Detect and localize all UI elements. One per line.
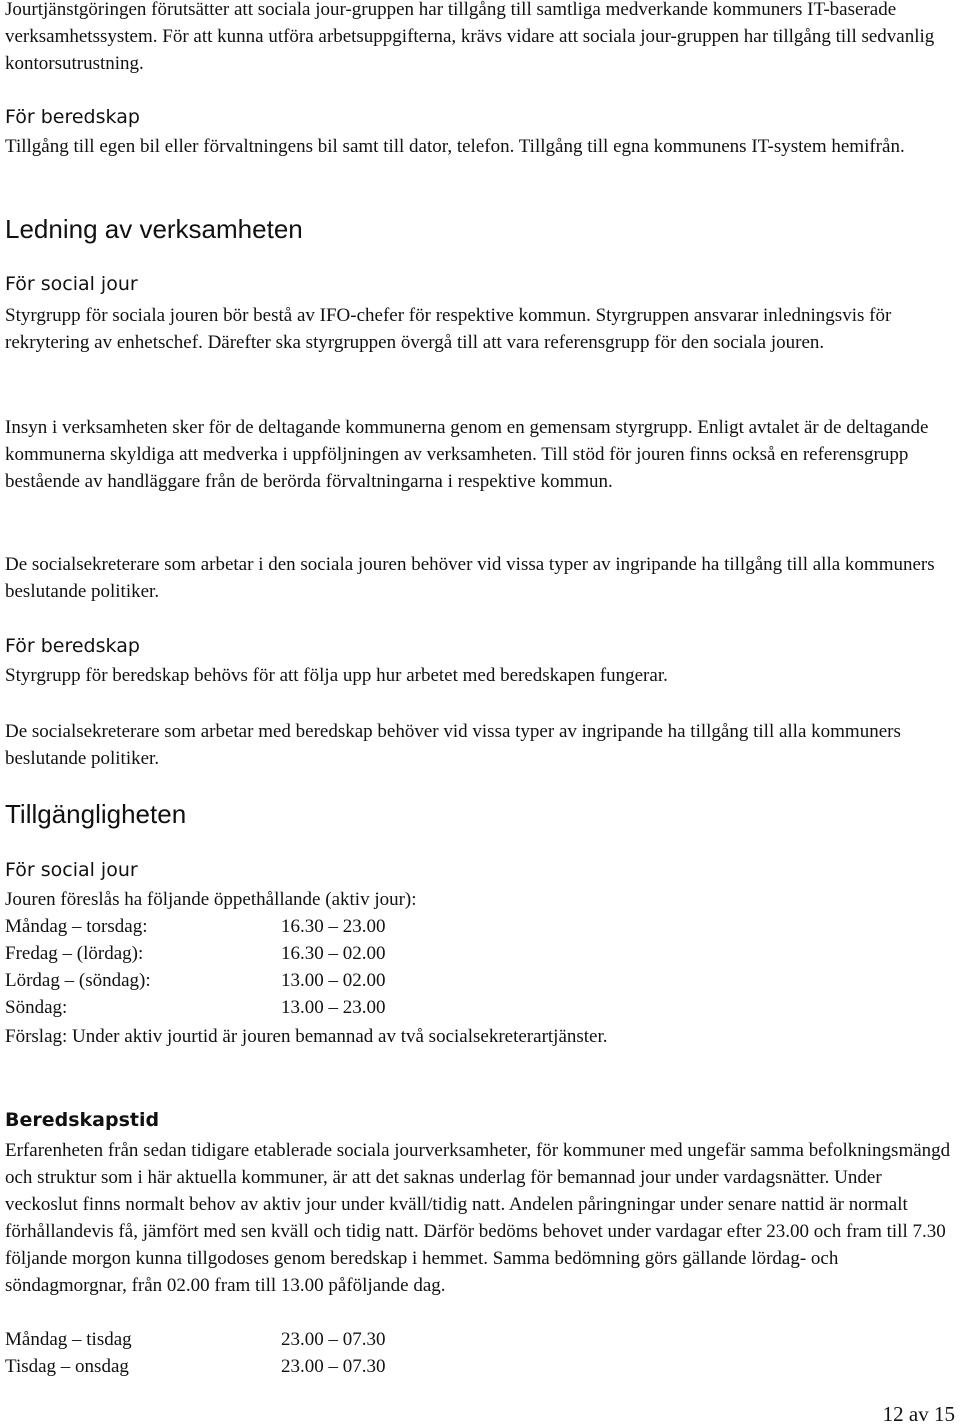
schedule-time: 16.30 – 02.00 <box>281 943 386 964</box>
beredskapstid-paragraph: Erfarenheten från sedan tidigare etablerade sociala jourverksamheter, för kommuner med ungefär samma befolkningsmängd och struktur som i här aktuella kommuner, är att det saknas underlag för bemannad jour under vardagsnätter. Under veckoslut finns normalt behov av aktiv jour under kväll/tidig natt. Andelen påringningar under senare nattid är normalt förhållandevis få, jämfört med sen kväll och tidig natt. Därför bedöms behovet under vardagar efter 23.00 och fram till 7.30 följande morgon kunna tillgodoses genom beredskap i hemmet. Samma bedömning görs gällande lördag- och söndagmorgnar, från 02.00 fram till 13.00 påföljande dag. <box>5 1140 951 1296</box>
intro-paragraph: Jourtjänstgöringen förutsätter att sociala jour-gruppen har tillgång till samtliga medverkande kommuners IT-baserade verksamhetssystem. För att kunna utföra arbetsuppgifterna, krävs vidare att sociala jour-gruppen har tillgång till sedvanlig kontorsutrustning. <box>5 0 935 74</box>
schedule-time: 23.00 – 07.30 <box>281 1329 386 1350</box>
schedule-day: Måndag – tisdag <box>5 1329 132 1350</box>
opening-hours-intro: Jouren föreslås ha följande öppethållande (aktiv jour): <box>5 889 417 910</box>
ledning-social-jour-paragraph-3: De socialsekreterare som arbetar i den sociala jouren behöver vid vissa typer av ingripande ha tillgång till alla kommuners beslutande politiker. <box>5 554 935 602</box>
schedule-row <box>5 967 386 994</box>
subheading-ledning-social-jour: För social jour <box>5 273 138 295</box>
ledning-beredskap-paragraph-1: Styrgrupp för beredskap behövs för att följa upp hur arbetet med beredskapen fungerar. <box>5 665 668 686</box>
schedule-time: 23.00 – 07.30 <box>281 1356 386 1377</box>
beredskap-access-paragraph: Tillgång till egen bil eller förvaltningens bil samt till dator, telefon. Tillgång till egna kommunens IT-system hemifrån. <box>5 136 905 157</box>
schedule-day: Lördag – (söndag): <box>5 970 151 991</box>
schedule-row <box>5 913 386 940</box>
subheading-beredskapstid: Beredskapstid <box>5 1109 160 1131</box>
beredskap-hours-table <box>5 1326 386 1380</box>
subheading-ledning-beredskap: För beredskap <box>5 635 140 657</box>
ledning-social-jour-paragraph-2: Insyn i verksamheten sker för de deltagande kommunerna genom en gemensam styrgrupp. Enligt avtalet är de deltagande kommunerna skyldiga att medverka i uppföljningen av verksamheten. Till stöd för jouren finns också en referensgrupp bestående av handläggare från de berörda förvaltningarna i respektive kommun. <box>5 417 929 492</box>
schedule-row <box>5 994 386 1021</box>
section-heading-tillganglighet: Tillgängligheten <box>5 799 187 829</box>
ledning-social-jour-paragraph-1: Styrgrupp för sociala jouren bör bestå av IFO-chefer för respektive kommun. Styrgruppen ansvarar inledningsvis för rekrytering av enhetschef. Därefter ska styrgruppen övergå till att vara referensgrupp för den sociala jouren. <box>5 305 892 353</box>
schedule-time: 13.00 – 02.00 <box>281 970 386 991</box>
schedule-day: Fredag – (lördag): <box>5 943 144 964</box>
schedule-day: Söndag: <box>5 997 68 1018</box>
section-heading-beredskap-access: För beredskap <box>5 106 140 128</box>
ledning-beredskap-paragraph-2: De socialsekreterare som arbetar med beredskap behöver vid vissa typer av ingripande ha tillgång till alla kommuners beslutande politiker. <box>5 721 901 769</box>
schedule-row <box>5 1353 386 1380</box>
page-number: 12 av 15 <box>882 1402 955 1426</box>
staffing-proposal: Förslag: Under aktiv jourtid är jouren bemannad av två socialsekreterartjänster. <box>5 1026 608 1047</box>
schedule-row <box>5 1326 386 1353</box>
schedule-row <box>5 940 386 967</box>
schedule-time: 13.00 – 23.00 <box>281 997 386 1018</box>
section-heading-ledning: Ledning av verksamheten <box>5 214 303 244</box>
schedule-day: Tisdag – onsdag <box>5 1356 129 1377</box>
subheading-tillganglighet-social-jour: För social jour <box>5 859 138 881</box>
schedule-day: Måndag – torsdag: <box>5 916 148 937</box>
schedule-time: 16.30 – 23.00 <box>281 916 386 937</box>
opening-hours-table <box>5 913 386 1021</box>
